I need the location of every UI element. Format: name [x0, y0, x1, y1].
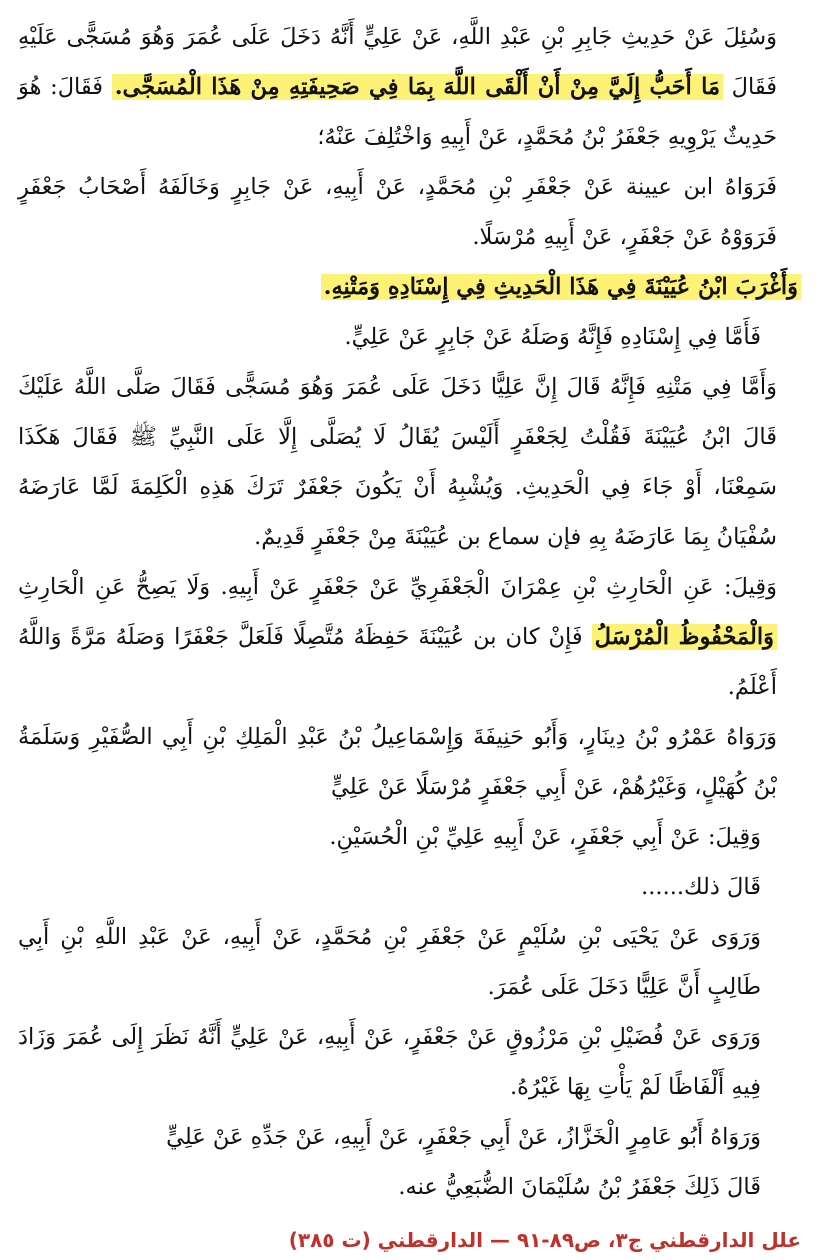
text-segment: وَرَوَى عَنْ فُضَيْلِ بْنِ مَرْزُوقٍ عَنْ جَعْفَرٍ، عَنْ أَبِيهِ، عَنْ عَلِيٍّ أَنَّهُ نَظَرَ إِلَى عُمَرَ وَزَادَ فِيهِ أَلْفَاظًا لَمْ يَأْتِ بِهَا غَيْرُهُ. — [18, 1024, 761, 1100]
text-segment: وَقِيلَ: عَنِ الْحَارِثِ بْنِ عِمْرَانَ الْجَعْفَرِيِّ عَنْ جَعْفَرٍ عَنْ أَبِيهِ. وَلَا يَصِحُّ عَنِ الْحَارِثِ — [18, 574, 777, 600]
text-segment: قَالَ ذلك...... — [641, 874, 761, 900]
text-segment: وَرَوَاهُ أَبُو عَامِرٍ الْخَزَّازُ، عَنْ أَبِي جَعْفَرٍ، عَنْ أَبِيهِ، عَنْ جَدِّهِ عَنْ عَلِيٍّ — [166, 1124, 761, 1150]
paragraph-abu-amir — [18, 1112, 801, 1162]
text-segment: وَرَوَاهُ عَمْرُو بْنُ دِينَارٍ، وَأَبُو حَنِيفَةَ وَإِسْمَاعِيلُ بْنُ عَبْدِ الْمَلِكِ بْنِ أَبِي الصُّفَيْرِ وَسَلَمَةُ بْنُ كُهَيْلٍ، وَغَيْرُهُمْ، عَنْ أَبِي جَعْفَرٍ مُرْسَلًا عَنْ عَلِيٍّ — [18, 724, 777, 800]
highlighted-text: وَالْمَحْفُوظُ الْمُرْسَلُ — [592, 624, 777, 650]
text-segment: وَأَمَّا فِي مَتْنِهِ فَإِنَّهُ قَالَ إِنَّ عَلِيًّا دَخَلَ عَلَى عُمَرَ وَهُوَ مُسَجًّى فَقَالَ صَلَّى اللَّهُ عَلَيْكَ قَالَ ابْنُ عُيَيْنَةَ فَقُلْتُ لِجَعْفَرٍ أَلَيْسَ يُقَالُ لَا يُصَلَّى إِلَّا عَلَى النَّبِيِّ ﷺ فَقَالَ هَكَذَا سَمِعْنَا، أَوْ جَاءَ فِي الْحَدِيثِ. وَيُشْبِهُ أَنْ يَكُونَ جَعْفَرٌ تَرَكَ هَذِهِ الْكَلِمَةَ لَمَّا عَارَضَهُ سُفْيَانُ بِمَا عَارَضَهُ بِهِ فإن سماع بن عُيَيْنَةَ مِنْ جَعْفَرٍ قَدِيمٌ. — [18, 374, 777, 550]
text-segment: فَإِنْ كان بن عُيَيْنَةَ حَفِظَهُ مُتَّصِلًا فَلَعَلَّ جَعْفَرًا وَصَلَهُ مَرَّةً وَاللَّهُ أَعْلَمُ. — [18, 624, 777, 700]
paragraph-yahya-ibn-sulaym — [18, 912, 801, 1012]
paragraph-qala-dhalik — [18, 862, 801, 912]
text-segment: وَسُئِلَ عَنْ حَدِيثِ جَابِرِ بْنِ عَبْدِ اللَّهِ، عَنْ عَلِيٍّ أَنَّهُ دَخَلَ عَلَى عُمَرَ وَهُوَ مُسَجًّى عَلَيْهِ فَقَالَ — [18, 24, 777, 100]
source-citation: علل الدارقطني ج٣، ص٨٩-٩١ — الدارقطني (ت ٣٨٥) — [288, 1228, 801, 1252]
text-segment: فَقَالَ: هُوَ حَدِيثٌ يَرْوِيهِ جَعْفَرُ بْنُ مُحَمَّدٍ، عَنْ أَبِيهِ وَاخْتُلِفَ عَنْهُ؛ — [18, 74, 777, 150]
text-segment: قَالَ ذَلِكَ جَعْفَرُ بْنُ سُلَيْمَانَ الضُّبَعِيُّ عنه. — [398, 1174, 761, 1200]
text-segment: فَرَوَاهُ ابن عيينة عَنْ جَعْفَرِ بْنِ مُحَمَّدٍ، عَنْ أَبِيهِ، عَنْ جَابِرٍ وَخَالَفَهُ أَصْحَابُ جَعْفَرٍ فَرَوَوْهُ عَنْ جَعْفَرٍ، عَنْ أَبِيهِ مُرْسَلًا. — [18, 174, 777, 250]
highlighted-text: مَا أَحَبُّ إِلَيَّ مِنْ أَنْ أَلْقَى اللَّهَ بِمَا فِي صَحِيفَتِهِ مِنْ هَذَا الْمُسَجَّى. — [112, 74, 723, 100]
paragraph-question — [18, 12, 801, 162]
text-segment: فَأَمَّا فِي إِسْنَادِهِ فَإِنَّهُ وَصَلَهُ عَنْ جَابِرٍ عَنْ عَلِيٍّ. — [344, 324, 761, 350]
paragraph-fudayl-ibn-marzuq — [18, 1012, 801, 1112]
paragraph-ighrab — [18, 262, 801, 312]
paragraph-harith — [18, 562, 801, 712]
paragraph-jafar-ibn-sulayman — [18, 1162, 801, 1212]
text-segment: وَرَوَى عَنْ يَحْيَى بْنِ سُلَيْمٍ عَنْ جَعْفَرِ بْنِ مُحَمَّدٍ، عَنْ أَبِيهِ، عَنْ عَبْدِ اللَّهِ بْنِ أَبِي طَالِبٍ أَنَّ عَلِيًّا دَخَلَ عَلَى عُمَرَ. — [18, 924, 761, 1000]
highlighted-text: وَأَغْرَبَ ابْنُ عُيَيْنَةَ فِي هَذَا الْحَدِيثِ فِي إِسْنَادِهِ وَمَتْنِهِ. — [321, 274, 801, 300]
paragraph-ibn-uyaynah-narration — [18, 162, 801, 262]
paragraph-ali-ibn-husayn — [18, 812, 801, 862]
paragraph-amr-ibn-dinar — [18, 712, 801, 812]
paragraph-isnad — [18, 312, 801, 362]
paragraph-matn — [18, 362, 801, 562]
text-segment: وَقِيلَ: عَنْ أَبِي جَعْفَرٍ، عَنْ أَبِيهِ عَلِيِّ بْنِ الْحُسَيْنِ. — [329, 824, 761, 850]
